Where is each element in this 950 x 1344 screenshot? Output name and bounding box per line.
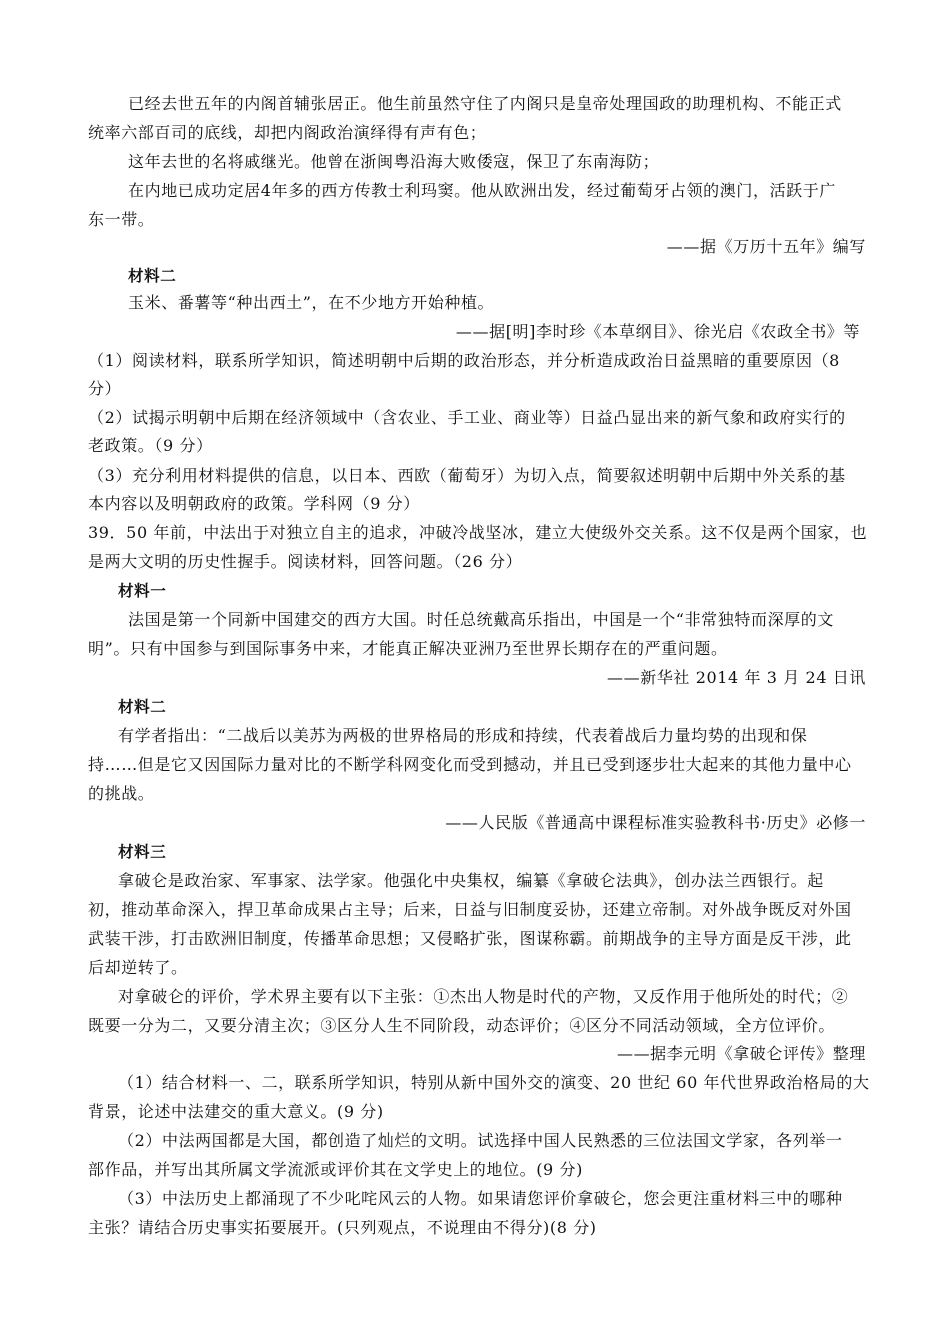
material-heading: 材料三	[118, 843, 167, 861]
text-line: 初，推动革命深入，捍卫革命成果占主导；后来，日益与旧制度妥协，还建立帝制。对外战争既反对外国	[88, 900, 852, 919]
question-line: （3）中法历史上都涌现了不少叱咤风云的人物。如果请您评价拿破仑，您会更注重材料三中的哪种	[118, 1189, 843, 1208]
text-line: 对拿破仑的评价，学术界主要有以下主张：①杰出人物是时代的产物，又反作用于他所处的时代；②	[118, 987, 849, 1006]
text-line: 有学者指出：“二战后以美苏为两极的世界格局的形成和持续，代表着战后力量均势的出现和保	[118, 726, 808, 745]
source-citation: ——据李元明《拿破仑评传》整理	[616, 1044, 866, 1063]
question-line: （3）充分利用材料提供的信息，以日本、西欧（葡萄牙）为切入点，简要叙述明朝中后期中外关系的基	[88, 466, 846, 485]
text-line: 持……但是它又因国际力量对比的不断学科网变化而受到撼动，并且已受到逐步壮大起来的其他力量中心	[88, 755, 852, 774]
text-line: 拿破仑是政治家、军事家、法学家。他强化中央集权，编纂《拿破仑法典》，创办法兰西银行。起	[118, 871, 824, 890]
question-line: （1）阅读材料，联系所学知识，简述明朝中后期的政治形态，并分析造成政治日益黑暗的重要原因（8	[88, 351, 840, 370]
material-heading: 材料二	[118, 698, 167, 716]
question-line: 本内容以及明朝政府的政策。学科网（9 分）	[88, 494, 420, 513]
text-line: 在内地已成功定居4年多的西方传教士利玛窦。他从欧洲出发，经过葡萄牙占领的澳门，活跃于广	[128, 181, 836, 200]
source-citation: ——人民版《普通高中课程标准实验教科书·历史》必修一	[445, 813, 866, 832]
material-heading: 材料二	[128, 267, 177, 285]
source-citation: ——新华社 2014 年 3 月 24 日讯	[607, 668, 866, 687]
text-line: 东一带。	[88, 210, 155, 229]
text-line: 明”。只有中国参与到国际事务中来，才能真正解决亚洲乃至世界长期存在的严重问题。	[88, 639, 728, 658]
question-39-intro: 39．50 年前，中法出于对独立自主的追求，冲破冷战坚冰，建立大使级外交关系。这不仅是两个国家，也	[88, 523, 868, 542]
text-line: 这年去世的名将戚继光。他曾在浙闽粤沿海大败倭寇，保卫了东南海防；	[128, 152, 660, 171]
text-line: 后却逆转了。	[88, 958, 188, 977]
source-citation: ——据[明]李时珍《本草纲目》、徐光启《农政全书》等	[455, 322, 860, 341]
question-line: （2）中法两国都是大国，都创造了灿烂的文明。试选择中国人民熟悉的三位法国文学家，各列举一	[118, 1131, 843, 1150]
question-line: 分）	[88, 379, 122, 398]
text-line: 既要一分为二，又要分清主次；③区分人生不同阶段，动态评价；④区分不同活动领域，全方位评价。	[88, 1016, 836, 1035]
source-citation: ——据《万历十五年》编写	[666, 237, 866, 256]
text-line: 的挑战。	[88, 784, 155, 803]
question-line: 老政策。（9 分）	[88, 436, 213, 455]
question-line: （1）结合材料一、二，联系所学知识，特别从新中国外交的演变、20 世纪 60 年代世界政治格局的大	[118, 1073, 870, 1092]
question-line: 主张？请结合历史事实拓要展开。(只列观点，不说理由不得分)(8 分)	[88, 1218, 597, 1237]
text-line: 已经去世五年的内阁首辅张居正。他生前虽然守住了内阁只是皇帝处理国政的助理机构、不能正式	[128, 94, 842, 113]
question-line: 背景，论述中法建交的重大意义。(9 分)	[88, 1102, 384, 1121]
question-line: （2）试揭示明朝中后期在经济领域中（含农业、手工业、商业等）日益凸显出来的新气象和政府实行的	[88, 408, 846, 427]
question-line: 部作品，并写出其所属文学流派或评价其在文学史上的地位。(9 分)	[88, 1160, 583, 1179]
text-line: 武装干涉，打击欧洲旧制度，传播革命思想；又侵略扩张，图谋称霸。前期战争的主导方面是反干涉，此	[88, 929, 852, 948]
question-39-intro: 是两大文明的历史性握手。阅读材料，回答问题。（26 分）	[88, 552, 523, 571]
text-line: 玉米、番薯等“种出西土”，在不少地方开始种植。	[128, 293, 495, 312]
text-line: 法国是第一个同新中国建交的西方大国。时任总统戴高乐指出，中国是一个“非常独特而深厚的文	[128, 610, 834, 629]
text-line: 统率六部百司的底线，却把内阁政治演绎得有声有色；	[88, 123, 487, 142]
material-heading: 材料一	[118, 582, 167, 600]
